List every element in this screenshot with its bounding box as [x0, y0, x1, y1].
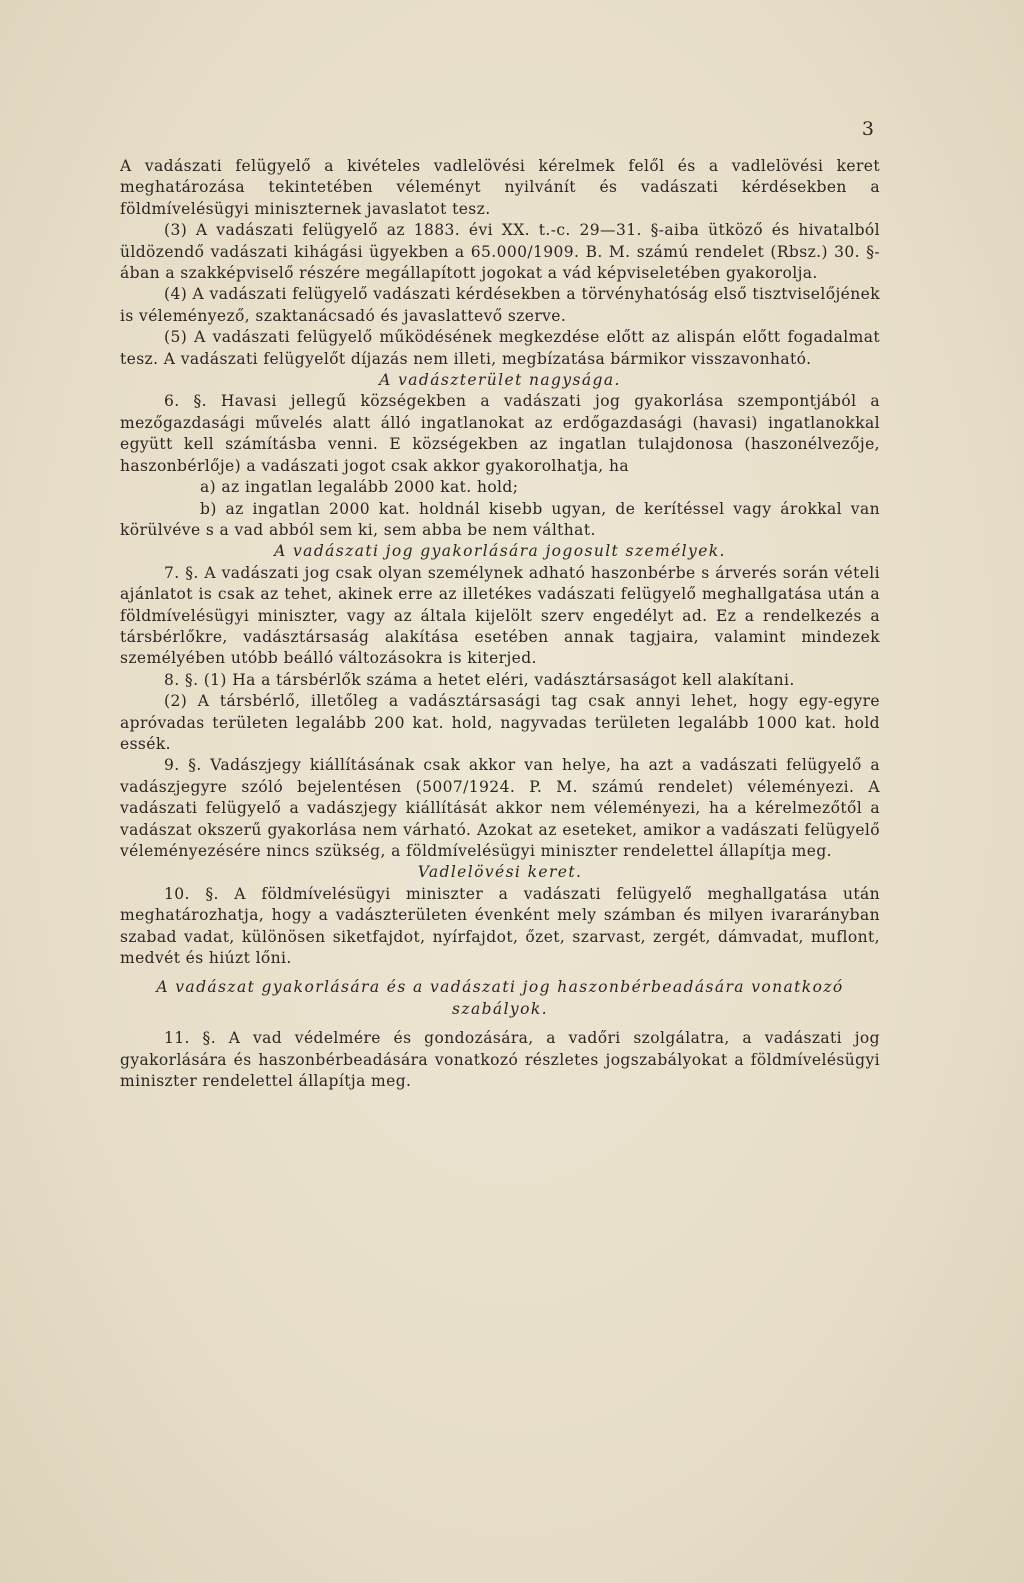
section-heading: A vadászat gyakorlására és a vadászati jog haszonbérbeadására vonatkozó szabályok. — [156, 978, 844, 1018]
paragraph: (2) A társbérlő, illetőleg a vadásztársasági tag csak annyi lehet, hogy egy-egyre apróvadas területen legalább 200 kat. hold, nagyvadas területen legalább 1000 kat. hold essék. — [120, 692, 880, 753]
paragraph: (4) A vadászati felügyelő vadászati kérdésekben a törvényhatóság első tisztviselőjének is véleményező, szaktanácsadó és javaslattevő szerve. — [120, 285, 880, 325]
paragraph: 6. §. Havasi jellegű községekben a vadászati jog gyakorlása szempontjából a mezőgazdasági művelés alatt álló ingatlanokat az erdőgazdasági (havasi) ingatlanokkal együtt kell számításba venni. E községekben az ingatlan tulajdonosa (haszonélvezője, haszonbérlője) a vadászati jogot csak akkor gyakorolhatja, ha — [120, 392, 880, 475]
paragraph: (3) A vadászati felügyelő az 1883. évi XX. t.-c. 29—31. §-aiba ütköző és hivatalból üldözendő vadászati kihágási ügyekben a 65.000/1909. B. M. számú rendelet (Rbsz.) 30. §-ában a szakképviselő részére megállapított jogokat a vád képviseletében gyakorolja. — [120, 221, 880, 283]
paragraph: 10. §. A földmívelésügyi miniszter a vadászati felügyelő meghallgatása után meghatározhatja, hogy a vadászterületen évenként mely számban és milyen ivararányban szabad vadat, különösen siketfajdot, nyírfajdot, őzet, szarvast, zergét, dámvadat, muflont, medvét és hiúzt lőni. — [120, 884, 880, 968]
section-heading: A vadászati jog gyakorlására jogosult személyek. — [274, 542, 726, 561]
section-heading: Vadlelövési keret. — [417, 863, 583, 882]
paragraph: 11. §. A vad védelmére és gondozására, a vadőri szolgálatra, a vadászati jog gyakorlására és haszonbérbeadására vonatkozó részletes jogszabályokat a földmívelésügyi miniszter rendelettel állapítja meg. — [120, 1029, 880, 1091]
list-item: a) az ingatlan legalább 2000 kat. hold; — [200, 478, 519, 497]
paragraph: 9. §. Vadászjegy kiállításának csak akkor van helye, ha azt a vadászati felügyelő a vadászjegyre szóló bejelentésen (5007/1924. P. M. számú rendelet) véleményezi. A vadászati felügyelő a vadászjegy kiállítását akkor nem véleményezi, ha a kérelmezőtől a vadászat okszerű gyakorlása nem várható. Azokat az eseteket, amikor a vadászati felügyelő véleményezésére nincs szükség, a földmívelésügyi miniszter rendelettel állapítja meg. — [120, 756, 880, 860]
list-item: b) az ingatlan 2000 kat. holdnál kisebb ugyan, de kerítéssel vagy árokkal van körülvéve s a vad abból sem ki, sem abba be nem válthat. — [120, 499, 880, 539]
paragraph: 8. §. (1) Ha a társbérlők száma a hetet eléri, vadásztársaságot kell alakítani. — [164, 670, 795, 689]
paragraph: (5) A vadászati felügyelő működésének megkezdése előtt az alispán előtt fogadalmat tesz. A vadászati felügyelőt díjazás nem illeti, megbízatása bármikor visszavonható. — [120, 328, 880, 368]
body-text — [120, 156, 880, 1092]
section-heading: A vadászterület nagysága. — [379, 371, 621, 390]
page-number: 3 — [861, 118, 874, 140]
paragraph: 7. §. A vadászati jog csak olyan személynek adható haszonbérbe s árverés során vételi ajánlatot is csak az tehet, akinek erre az illetékes vadászati felügyelő meghallgatása után a földmívelésügyi miniszter, vagy az általa kijelölt szerv engedélyt ad. Ez a rendelkezés a társbérlőkre, vadásztársaság alakítása esetében annak tagjaira, valamint mindezek személyében utóbb beálló változásokra is kiterjed. — [120, 563, 880, 668]
paragraph: A vadászati felügyelő a kivételes vadlelövési kérelmek felől és a vadlelövési keret meghatározása tekintetében véleményt nyilvánít és vadászati kérdésekben a földmívelésügyi miniszternek javaslatot tesz. — [120, 157, 880, 218]
